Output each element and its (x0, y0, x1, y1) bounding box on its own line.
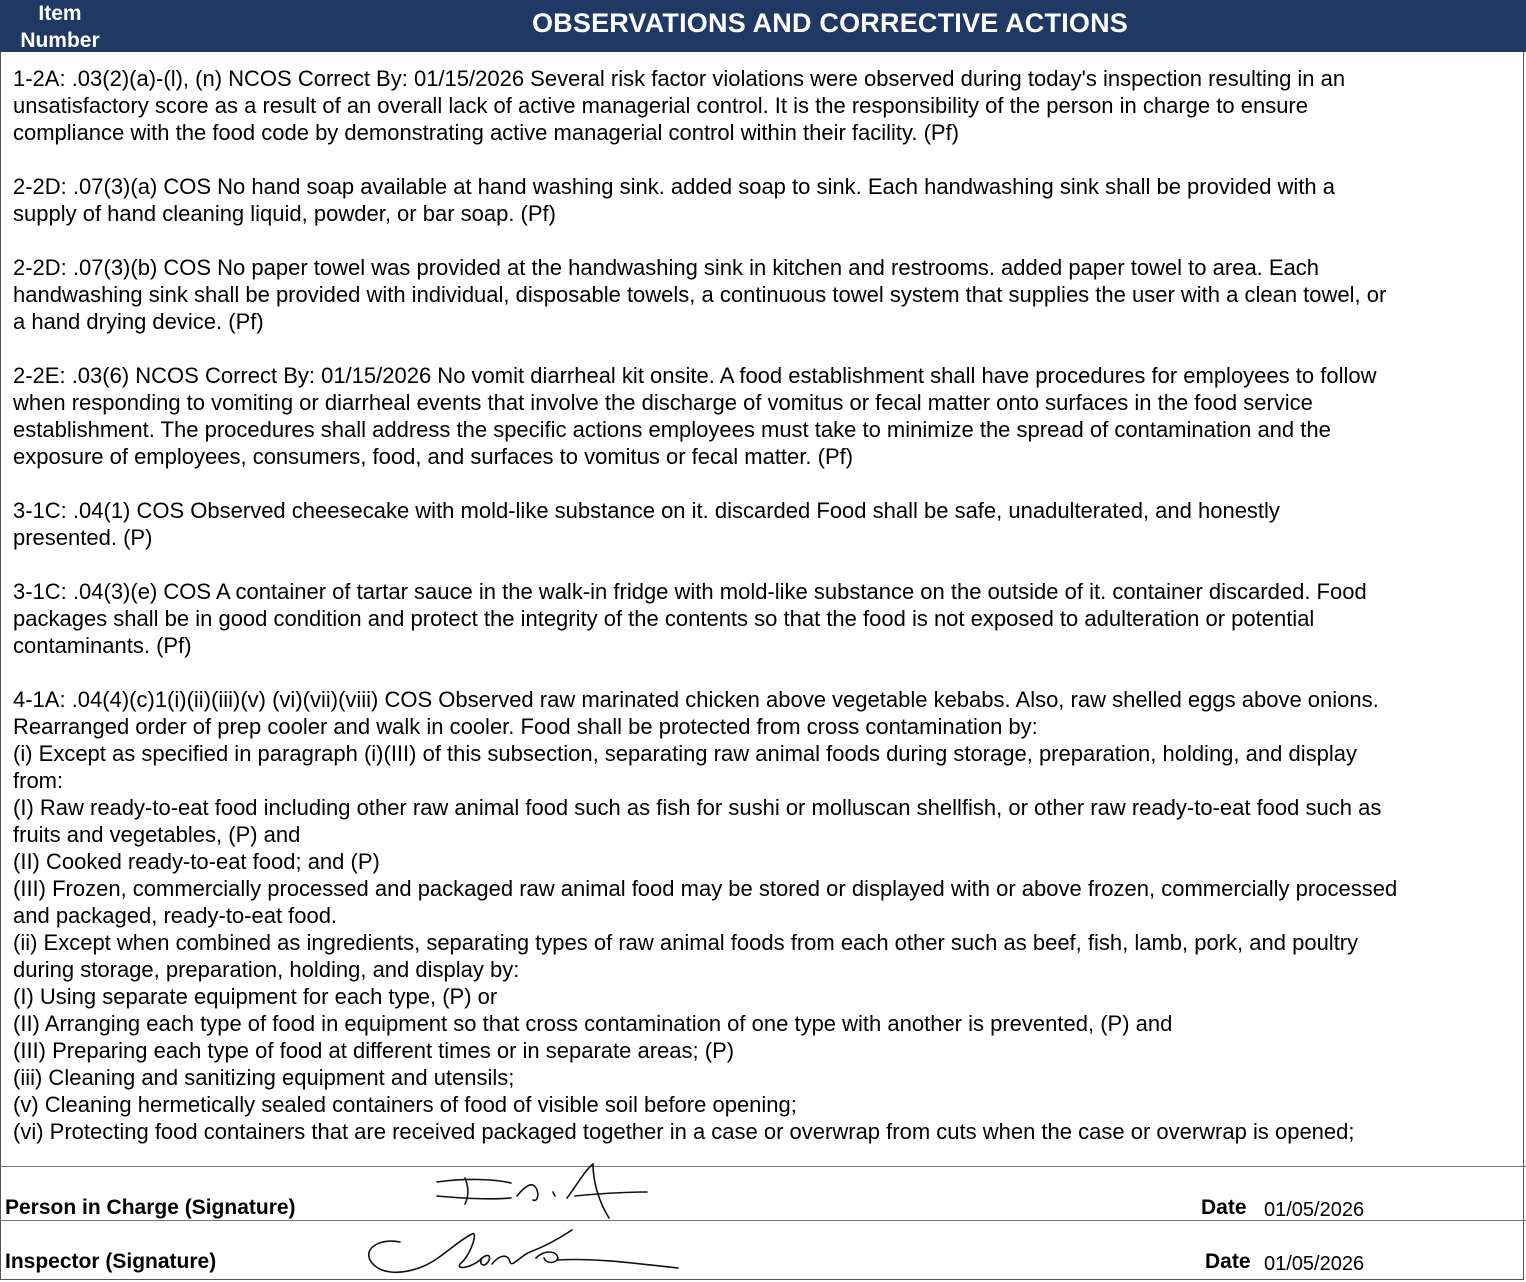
observation-item (13, 686, 1513, 1145)
observation-line: handwashing sink shall be provided with individual, disposable towels, a continuous towel system that supplies the user with a clean towel, or (13, 282, 1387, 307)
inspector-date-value: 01/05/2026 (1264, 1253, 1365, 1275)
observation-line: (vi) Protecting food containers that are received packaged together in a case or overwrap from cuts when the case or overwrap is opened; (13, 1119, 1355, 1144)
observation-line: (II) Arranging each type of food in equipment so that cross contamination of one type with another is prevented, (P) and (13, 1011, 1173, 1036)
observation-line: fruits and vegetables, (P) and (13, 822, 301, 847)
observation-line: compliance with the food code by demonstrating active managerial control within their facility. (Pf) (13, 120, 960, 145)
person-in-charge-signature (425, 1162, 660, 1224)
observation-line: (III) Frozen, commercially processed and packaged raw animal food may be stored or displayed with or above frozen, commercially processed (13, 876, 1398, 901)
observation-line: 3-1C: .04(3)(e) COS A container of tartar sauce in the walk-in fridge with mold-like substance on the outside of it. container discarded. Food (13, 579, 1367, 604)
observation-line: from: (13, 768, 64, 793)
inspector-date-label: Date (1205, 1250, 1251, 1273)
observation-line: (III) Preparing each type of food at different times or in separate areas; (P) (13, 1038, 735, 1063)
observation-line: unsatisfactory score as a result of an overall lack of active managerial control. It is the responsibility of the person in charge to ensure (13, 93, 1308, 118)
section-title: OBSERVATIONS AND CORRECTIVE ACTIONS (531, 8, 1129, 38)
observation-line: supply of hand cleaning liquid, powder, or bar soap. (Pf) (13, 201, 556, 226)
inspector-label: Inspector (Signature) (5, 1250, 217, 1273)
observation-line: (iii) Cleaning and sanitizing equipment and utensils; (13, 1065, 515, 1090)
item-number-heading (10, 0, 110, 54)
observation-line: presented. (P) (13, 525, 153, 550)
observation-line: (ii) Except when combined as ingredients, separating types of raw animal foods from each other such as beef, fish, lamb, pork, and poultry (13, 930, 1359, 955)
observation-item (13, 173, 1513, 227)
person-in-charge-date-value: 01/05/2026 (1264, 1199, 1365, 1221)
observation-line: a hand drying device. (Pf) (13, 309, 264, 334)
observation-line: (I) Raw ready-to-eat food including other raw animal food such as fish for sushi or molluscan shellfish, or other raw ready-to-eat food such as (13, 795, 1382, 820)
observation-item (13, 254, 1513, 335)
observation-item (13, 578, 1513, 659)
observation-line: (II) Cooked ready-to-eat food; and (P) (13, 849, 380, 874)
observation-line: 3-1C: .04(1) COS Observed cheesecake with mold-like substance on it. discarded Food shall be safe, unadulterated, and honestly (13, 498, 1280, 523)
signature-divider-middle (0, 1220, 1526, 1221)
observation-line: (I) Using separate equipment for each type, (P) or (13, 984, 498, 1009)
observation-line: (i) Except as specified in paragraph (i)(III) of this subsection, separating raw animal foods during storage, preparation, holding, and display (13, 741, 1357, 766)
observation-line: packages shall be in good condition and protect the integrity of the contents so that the food is not exposed to adulteration or potential (13, 606, 1315, 631)
person-in-charge-label: Person in Charge (Signature) (5, 1196, 296, 1219)
observation-line: Rearranged order of prep cooler and walk in cooler. Food shall be protected from cross contamination by: (13, 714, 1038, 739)
observation-line: 2-2E: .03(6) NCOS Correct By: 01/15/2026 No vomit diarrheal kit onsite. A food establishment shall have procedures for employees to follow (13, 363, 1377, 388)
observation-line: when responding to vomiting or diarrheal events that involve the discharge of vomitus or fecal matter onto surfaces in the food service (13, 390, 1313, 415)
inspector-signature (360, 1224, 690, 1282)
observations-list (13, 65, 1513, 1172)
observation-line: contaminants. (Pf) (13, 633, 192, 658)
observation-line: exposure of employees, consumers, food, and surfaces to vomitus or fecal matter. (Pf) (13, 444, 854, 469)
observation-item (13, 65, 1513, 146)
item-number-heading-line2: Number (20, 29, 100, 52)
observation-line: establishment. The procedures shall address the specific actions employees must take to minimize the spread of contamination and the (13, 417, 1331, 442)
item-number-heading-line1: Item (38, 2, 82, 25)
observation-line: (v) Cleaning hermetically sealed containers of food of visible soil before opening; (13, 1092, 797, 1117)
observation-item (13, 497, 1513, 551)
section-header (0, 0, 1526, 52)
observation-item (13, 362, 1513, 470)
observation-line: 2-2D: .07(3)(a) COS No hand soap available at hand washing sink. added soap to sink. Each handwashing sink shall be provided with a (13, 174, 1336, 199)
observation-line: during storage, preparation, holding, and display by: (13, 957, 520, 982)
observation-line: 1-2A: .03(2)(a)-(l), (n) NCOS Correct By: 01/15/2026 Several risk factor violations were observed during today's inspection resulting in an (13, 66, 1346, 91)
observation-line: and packaged, ready-to-eat food. (13, 903, 338, 928)
observation-line: 4-1A: .04(4)(c)1(i)(ii)(iii)(v) (vi)(vii)(viii) COS Observed raw marinated chicken above vegetable kebabs. Also, raw shelled eggs above onions. (13, 687, 1379, 712)
observation-line: 2-2D: .07(3)(b) COS No paper towel was provided at the handwashing sink in kitchen and restrooms. added paper towel to area. Each (13, 255, 1320, 280)
person-in-charge-date-label: Date (1201, 1196, 1247, 1219)
signature-divider-top (0, 1166, 1526, 1167)
